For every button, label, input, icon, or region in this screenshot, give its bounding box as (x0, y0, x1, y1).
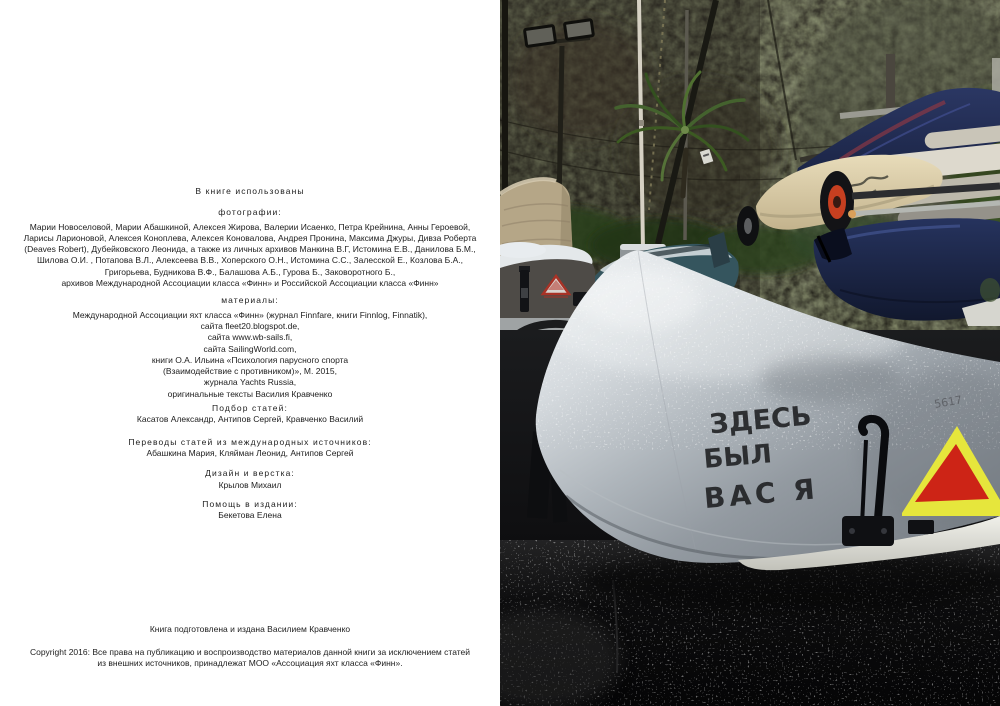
materials-heading: материалы: (221, 295, 279, 306)
photo-credits-block (0, 222, 500, 290)
copyright-block (0, 647, 500, 670)
vegetation-gap (980, 278, 1000, 302)
sail-number-faint: 5617 (933, 393, 964, 411)
material-line: оригинальные тексты Василия Кравченко (167, 388, 333, 399)
credit-line: архивов Международной Ассоциации класса «Финн» и Российской Ассоциации класса «Финн» (61, 278, 439, 289)
materials-block (0, 310, 500, 400)
material-line: журнала Yachts Russia, (203, 377, 297, 388)
design-names: Крылов Михаил (218, 479, 282, 490)
selection-heading: Подбор статей: (212, 403, 288, 414)
colophon-text (0, 186, 500, 669)
copyright-line: Copyright 2016: Все права на публикацию и воспроизводство материалов данной книги за исключением статей (29, 646, 471, 657)
copyright-line: из внешних источников, принадлежат МОО «Ассоциация яхт класса «Финн». (97, 658, 403, 669)
translations-names: Абашкина Мария, Кляйман Леонид, Антипов Сергей (146, 447, 354, 458)
prepared-line: Книга подготовлена и издана Василием Кравченко (149, 624, 351, 635)
design-heading: Дизайн и верстка: (205, 468, 295, 479)
credit-line: Марии Новоселовой, Марии Абашкиной, Алексея Жирова, Валерии Исаенко, Петра Крейнина, Анны Героевой, (29, 221, 471, 232)
intro-heading: В книге использованы (195, 186, 305, 196)
credit-line: Григорьева, Будникова В.Ф., Балашова А.Б., Гурова Б., Заковоротного Б., (104, 266, 396, 277)
photos-heading: фотографии: (218, 207, 282, 218)
translations-heading: Переводы статей из международных источников: (128, 436, 372, 447)
boatyard-photo (500, 0, 1000, 706)
material-line: сайта fleet20.blogspot.de, (200, 320, 300, 331)
material-line: сайта SailingWorld.com, (203, 343, 297, 354)
material-line: (Взаимодействие с противником)», М. 2015, (162, 366, 337, 377)
material-line: сайта www.wb-sails.fi, (207, 332, 293, 343)
selection-names: Касатов Александр, Антипов Сергей, Кравченко Василий (136, 414, 364, 425)
material-line: книги О.А. Ильина «Психология парусного спорта (151, 354, 349, 365)
credit-line: Шилова О.И. , Потапова В.Л., Алексеева В.В., Хоперского О.Н., Истомина С.С., Залесской Е., Козлова Б.А., (36, 255, 464, 266)
small-tire-hub (744, 218, 752, 234)
launching-wheel (820, 171, 854, 233)
cover-strap (519, 266, 530, 312)
credit-line: (Deaves Robert), Дубейковского Леонида, а также из личных архивов Манкина В.Г, Истомина Е.В., Данилова Б.М., (24, 244, 476, 255)
graffiti-line-3: ВАС Я (702, 472, 820, 516)
material-line: Международной Ассоциации яхт класса «Финн» (журнал Finnfare, книги Finnlog, Finnatik), (72, 309, 428, 320)
assistance-heading: Помощь в издании: (202, 498, 298, 509)
assistance-names: Бекетова Елена (218, 510, 282, 521)
graffiti-line-2: БЫЛ (702, 439, 774, 476)
credit-line: Ларисы Ларионовой, Алексея Коноплева, Алексея Коновалова, Андрея Пронина, Максима Джуры, Дивза Роберта (23, 232, 477, 243)
graffiti-line-1: ЗДЕСЬ (708, 400, 813, 441)
photo-page (500, 0, 1000, 706)
